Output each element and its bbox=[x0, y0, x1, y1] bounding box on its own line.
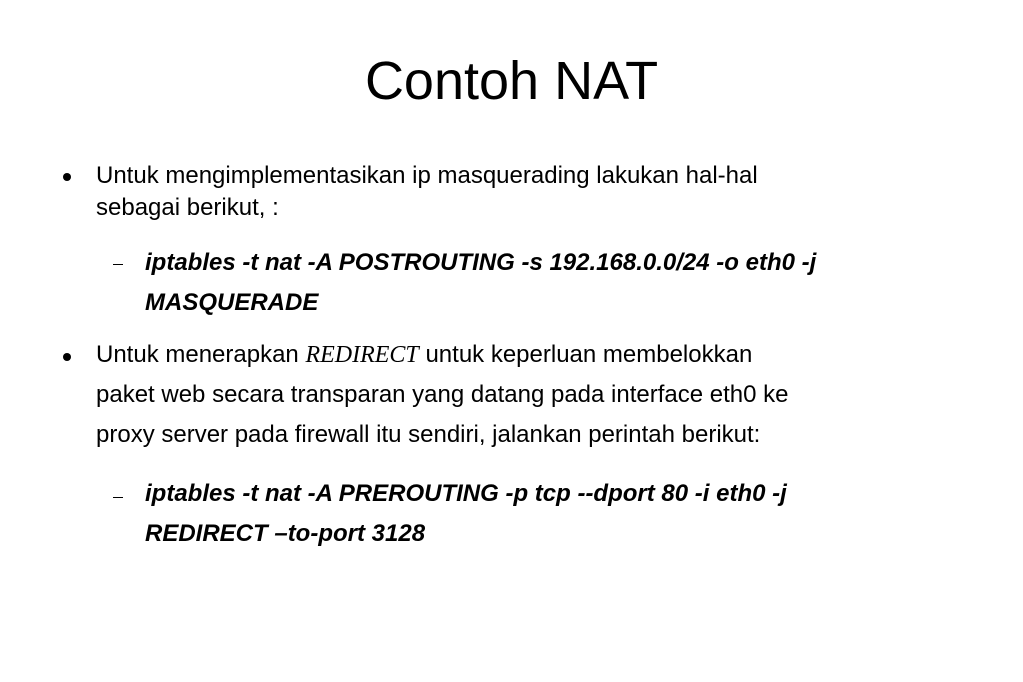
bullet-2-line-1-pre: Untuk menerapkan bbox=[96, 341, 306, 368]
command-1 bbox=[145, 243, 816, 323]
command-1-line-1: iptables -t nat -A POSTROUTING -s 192.168.0.0/24 -o eth0 -j bbox=[145, 249, 817, 276]
slide-title: Contoh NAT bbox=[364, 51, 659, 111]
bullet-2-line-2: paket web secara transparan yang datang pada interface eth0 ke bbox=[96, 381, 789, 408]
bullet-1-line-1: Untuk mengimplementasikan ip masquerading lakukan hal-hal bbox=[96, 162, 758, 189]
command-2-line-1: iptables -t nat -A PREROUTING -p tcp --dport 80 -i eth0 -j bbox=[145, 480, 787, 507]
command-2-line-2: REDIRECT –to-port 3128 bbox=[145, 520, 426, 547]
bullet-2-line-3: proxy server pada firewall itu sendiri, jalankan perintah berikut: bbox=[96, 421, 761, 448]
bullet-2-text bbox=[96, 335, 788, 455]
command-1-line-2: MASQUERADE bbox=[145, 289, 319, 316]
bullet-1-line-2: sebagai berikut, : bbox=[96, 194, 279, 221]
bullet-1-text bbox=[96, 160, 758, 224]
redirect-emphasis: REDIRECT bbox=[305, 342, 419, 368]
bullet-2-line-1-post: untuk keperluan membelokkan bbox=[418, 341, 753, 368]
command-2 bbox=[145, 474, 787, 554]
bullet-dot-icon bbox=[63, 353, 71, 361]
sub-bullet-dash-icon bbox=[113, 264, 123, 265]
bullet-2-line-1 bbox=[96, 335, 788, 375]
bullet-dot-icon bbox=[63, 173, 71, 181]
sub-bullet-dash-icon bbox=[113, 497, 123, 498]
